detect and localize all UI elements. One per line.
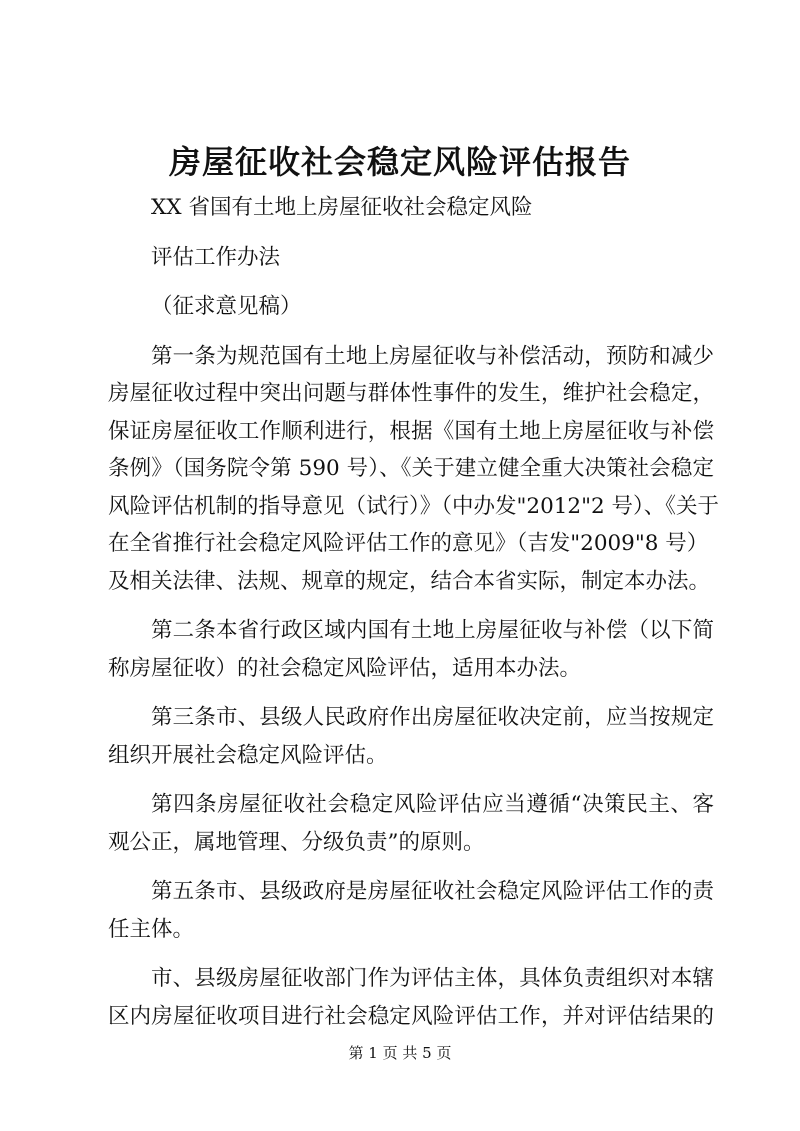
article-2 [108,612,714,687]
subtitle-line: XX 省国有土地上房屋征收社会稳定风险 [151,195,533,220]
text-line: 房屋征收过程中突出问题与群体性事件的发生，维护社会稳定， [108,381,714,406]
page-indicator: 第 1 页 共 5 页 [348,1044,452,1062]
article-5 [108,873,714,948]
text-line: 观公正，属地管理、分级负责”的原则。 [108,829,485,855]
text-line: 及相关法律、法规、规章的规定，结合本省实际，制定本办法。 [108,568,711,594]
draft-note: （征求意见稿） [151,294,302,319]
document-body [108,189,720,1035]
text-line: 称房屋征收）的社会稳定风险评估，适用本办法。 [108,655,582,681]
article-1 [108,338,720,601]
text-line: 组织开展社会稳定风险评估。 [108,742,388,768]
document-title: 房屋征收社会稳定风险评估报告 [168,143,631,181]
article-3 [108,699,714,774]
text-line: 第一条为规范国有土地上房屋征收与补偿活动，预防和减少 [151,343,714,369]
article-4 [108,786,714,861]
text-line: 第二条本省行政区域内国有土地上房屋征收与补偿（以下简 [151,618,714,643]
text-line: 在全省推行社会稳定风险评估工作的意见》（吉发"2009"8 号） [108,531,709,556]
paragraph-6 [108,960,714,1035]
text-line: 第三条市、县级人民政府作出房屋征收决定前，应当按规定 [151,705,714,730]
text-line: 第五条市、县级政府是房屋征收社会稳定风险评估工作的责 [151,879,714,904]
text-line: 第四条房屋征收社会稳定风险评估应当遵循“决策民主、客 [151,792,714,817]
text-line: 区内房屋征收项目进行社会稳定风险评估工作，并对评估结果的 [108,1003,714,1029]
text-line: 保证房屋征收工作顺利进行，根据《国有土地上房屋征收与补偿 [108,418,714,444]
text-line: 风险评估机制的指导意见（试行）》（中办发"2012"2 号）、《关于 [108,493,720,519]
text-line: 市、县级房屋征收部门作为评估主体，具体负责组织对本辖 [151,966,714,991]
text-line: 任主体。 [108,916,195,942]
text-line: 条例》（国务院令第 590 号）、《关于建立健全重大决策社会稳定 [108,456,714,481]
subtitle-line: 评估工作办法 [151,244,281,270]
